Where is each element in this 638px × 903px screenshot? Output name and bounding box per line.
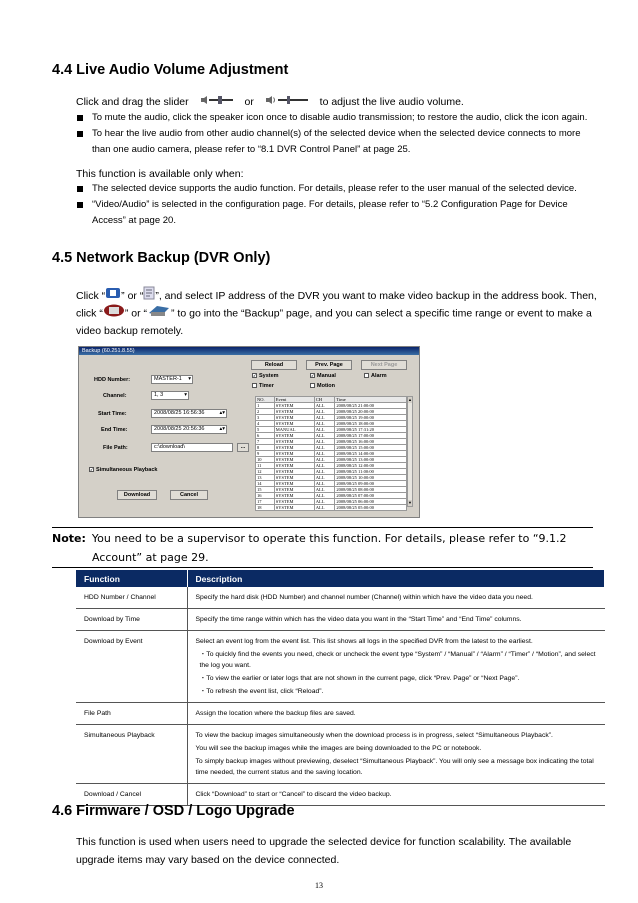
event-cell: 2008/08/25 17:31:20 — [335, 427, 407, 433]
event-cell: ALL — [314, 487, 335, 493]
table-row — [76, 725, 605, 784]
section-heading-4-4: 4.4 Live Audio Volume Adjustment — [52, 62, 289, 78]
event-cell: ALL — [314, 415, 335, 421]
slider-text-1: Click and drag the slider — [76, 96, 189, 108]
system-label: System — [259, 373, 279, 379]
motion-checkbox[interactable] — [310, 383, 335, 389]
description-line: To view the backup images simultaneously when the download process is in progress, select “Simultaneous Playback”. — [195, 732, 553, 739]
description-cell — [187, 703, 605, 725]
event-cell: SYSTEM — [274, 451, 314, 457]
function-table — [76, 570, 605, 806]
event-cell: 8 — [256, 445, 275, 451]
scroll-down-icon[interactable]: ▼ — [408, 500, 412, 505]
simultaneous-label: Simultaneous Playback — [96, 467, 158, 473]
check-icon: ✓ — [311, 373, 315, 379]
event-cell: SYSTEM — [274, 475, 314, 481]
event-cell: SYSTEM — [274, 403, 314, 409]
reload-button[interactable]: Reload — [251, 360, 297, 370]
event-list-scrollbar[interactable] — [407, 396, 413, 507]
event-cell: SYSTEM — [274, 415, 314, 421]
function-cell: Download by Event — [76, 631, 187, 703]
backup-alt-icon — [147, 304, 171, 323]
channel-value: 1, 3 — [154, 392, 164, 398]
box — [252, 383, 257, 388]
description-line: Click “Download” to start or “Cancel” to discard the video backup. — [195, 791, 392, 798]
event-cell: ALL — [314, 481, 335, 487]
event-cell: SYSTEM — [274, 469, 314, 475]
event-cell: 2008/08/25 10:00:00 — [335, 475, 407, 481]
event-cell: SYSTEM — [274, 409, 314, 415]
download-button[interactable]: Download — [117, 490, 157, 500]
timer-checkbox[interactable] — [252, 383, 274, 389]
next-page-button[interactable]: Next Page — [361, 360, 407, 370]
function-cell: HDD Number / Channel — [76, 587, 187, 609]
event-cell: SYSTEM — [274, 421, 314, 427]
text: Click “ — [76, 289, 106, 302]
event-cell: 2008/08/25 13:00:00 — [335, 457, 407, 463]
backup-paragraph-line-3: video backup remotely. — [76, 325, 184, 337]
condition-bullet-audio: The selected device supports the audio function. For details, please refer to the user manual of the selected device. — [76, 181, 596, 197]
alarm-checkbox[interactable] — [364, 373, 387, 379]
prev-page-button[interactable]: Prev. Page — [306, 360, 352, 370]
audio-bullet-mute: To mute the audio, click the speaker icon once to disable audio transmission; to restore the audio, click the icon again. — [76, 110, 596, 126]
event-cell: ALL — [314, 427, 335, 433]
event-cell: SYSTEM — [274, 499, 314, 505]
event-cell: 12 — [256, 469, 275, 475]
note-block — [52, 529, 592, 567]
event-cell: 2008/08/25 17:00:00 — [335, 433, 407, 439]
event-cell: 17 — [256, 499, 275, 505]
description-cell — [187, 587, 605, 609]
event-cell: ALL — [314, 439, 335, 445]
event-cell: 18 — [256, 505, 275, 511]
backup-icon — [103, 304, 125, 323]
event-list-table — [255, 396, 407, 511]
text: ” or “ — [124, 307, 148, 320]
system-checkbox[interactable] — [252, 373, 279, 379]
column-header: NO. — [256, 397, 275, 403]
event-cell: 13 — [256, 475, 275, 481]
manual-label: Manual — [317, 373, 336, 379]
timer-label: Timer — [259, 383, 274, 389]
alarm-label: Alarm — [371, 373, 387, 379]
file-path-label: File Path: — [103, 445, 128, 451]
slider-text-2: to adjust the live audio volume. — [319, 96, 464, 108]
event-cell: 10 — [256, 457, 275, 463]
description-line: To simply backup images without previewing, deselect “Simultaneous Playback”. You will only see a message box indicating the total time needed, the current status and the saving location. — [195, 758, 594, 776]
description-line: Specify the hard disk (HDD Number) and channel number (Channel) within which have the video data you need. — [195, 594, 533, 601]
function-cell: Simultaneous Playback — [76, 725, 187, 784]
event-cell: 2008/08/25 11:00:00 — [335, 469, 407, 475]
event-cell: 2008/08/25 12:00:00 — [335, 463, 407, 469]
description-column-header: Description — [187, 570, 605, 587]
event-cell: 9 — [256, 451, 275, 457]
function-column-header: Function — [76, 570, 187, 587]
column-header: Event — [274, 397, 314, 403]
description-line: Assign the location where the backup files are saved. — [195, 710, 356, 717]
motion-label: Motion — [317, 383, 336, 389]
event-cell: ALL — [314, 499, 335, 505]
chevron-down-icon: ▾ — [188, 376, 191, 382]
event-cell: ALL — [314, 463, 335, 469]
event-cell: 2 — [256, 409, 275, 415]
event-cell: 2008/08/25 08:00:00 — [335, 487, 407, 493]
manual-checkbox[interactable] — [310, 373, 336, 379]
slider-instruction — [76, 93, 464, 111]
event-cell: 6 — [256, 433, 275, 439]
end-time-input[interactable] — [151, 425, 227, 434]
text: ” or “ — [121, 289, 144, 302]
event-cell: 2008/08/25 18:00:00 — [335, 421, 407, 427]
start-time-input[interactable] — [151, 409, 227, 418]
event-cell: SYSTEM — [274, 481, 314, 487]
spinner-icon: ▴▾ — [219, 410, 225, 416]
event-cell: 2008/08/25 19:00:00 — [335, 415, 407, 421]
note-line-2: Account” at page 29. — [92, 551, 209, 564]
event-cell: SYSTEM — [274, 493, 314, 499]
page-number: 13 — [315, 881, 323, 890]
volume-slider-alt-icon — [265, 93, 309, 111]
column-header: CH — [314, 397, 335, 403]
event-cell: SYSTEM — [274, 505, 314, 511]
upgrade-paragraph-line-2: upgrade items may vary based on the device connected. — [76, 854, 340, 866]
address-book-alt-icon — [143, 286, 155, 306]
event-cell: ALL — [314, 433, 335, 439]
section-heading-4-5: 4.5 Network Backup (DVR Only) — [52, 250, 271, 266]
description-cell — [187, 725, 605, 784]
browse-button[interactable]: ... — [237, 443, 249, 452]
event-cell: ALL — [314, 421, 335, 427]
condition-bullet-video-audio: “Video/Audio” is selected in the configuration page. For details, please refer to “5.2 Configuration Page for Device Access” at page 20. — [76, 197, 596, 229]
event-cell: ALL — [314, 451, 335, 457]
start-time-label: Start Time: — [98, 411, 127, 417]
event-cell: 5 — [256, 427, 275, 433]
event-cell: ALL — [314, 445, 335, 451]
event-cell: ALL — [314, 505, 335, 511]
event-cell: ALL — [314, 493, 335, 499]
description-line: ・To quickly find the events you need, check or uncheck the event type “System” / “Manual” / “Alarm” / “Timer” / “Motion”, and select the log you want. — [199, 651, 596, 669]
event-cell: 16 — [256, 493, 275, 499]
end-time-label: End Time: — [101, 427, 128, 433]
function-cell: Download by Time — [76, 609, 187, 631]
channel-select[interactable] — [151, 391, 189, 400]
spinner-icon: ▴▾ — [219, 426, 225, 432]
event-cell: 2008/08/25 07:00:00 — [335, 493, 407, 499]
note-label: Note: — [52, 532, 86, 545]
event-cell: 14 — [256, 481, 275, 487]
event-cell: 7 — [256, 439, 275, 445]
description-line: You will see the backup images while the images are being downloaded to the PC or notebook. — [195, 745, 482, 752]
event-cell: 3 — [256, 415, 275, 421]
check-icon: ✓ — [90, 467, 94, 473]
note-bottom-rule — [52, 567, 593, 568]
slider-or: or — [244, 96, 254, 108]
file-path-input[interactable]: c:\download\ — [151, 443, 233, 452]
event-cell: SYSTEM — [274, 487, 314, 493]
event-cell: 2008/08/25 21:00:00 — [335, 403, 407, 409]
box — [364, 373, 369, 378]
event-cell: 15 — [256, 487, 275, 493]
event-cell: SYSTEM — [274, 433, 314, 439]
table-row — [76, 587, 605, 609]
condition-text: This function is available only when: — [76, 168, 244, 180]
event-cell: SYSTEM — [274, 463, 314, 469]
event-cell: 2008/08/25 16:00:00 — [335, 439, 407, 445]
note-top-rule — [52, 527, 593, 528]
event-cell: ALL — [314, 469, 335, 475]
cancel-button[interactable]: Cancel — [170, 490, 208, 500]
event-cell: ALL — [314, 457, 335, 463]
description-line: ・To refresh the event list, click “Reload”. — [199, 688, 324, 695]
volume-slider-icon — [200, 93, 234, 111]
event-cell: 1 — [256, 403, 275, 409]
hdd-select[interactable] — [151, 375, 193, 384]
description-line: Select an event log from the event list. This list shows all logs in the specified DVR from the latest to the earliest. — [195, 638, 533, 645]
note-line-1 — [52, 529, 592, 548]
description-line: Specify the time range within which has the video data you want in the “Start Time” and “End Time” columns. — [195, 616, 522, 623]
address-book-icon — [105, 287, 121, 305]
event-cell: 4 — [256, 421, 275, 427]
description-line: ・To view the earlier or later logs that are not shown in the current page, click “Prev. Page” or “Next Page”. — [199, 675, 520, 682]
box — [310, 383, 315, 388]
end-time-value: 2008/08/25 20:56:36 — [154, 426, 205, 432]
event-cell: SYSTEM — [274, 445, 314, 451]
text: click “ — [76, 307, 103, 320]
chevron-down-icon: ▾ — [184, 392, 187, 398]
event-cell: ALL — [314, 409, 335, 415]
event-cell: 11 — [256, 463, 275, 469]
backup-window — [78, 346, 420, 518]
backup-paragraph-line-2 — [76, 304, 592, 323]
table-row — [76, 703, 605, 725]
hdd-label: HDD Number: — [94, 377, 131, 383]
section-heading-4-6: 4.6 Firmware / OSD / Logo Upgrade — [52, 803, 295, 819]
table-row — [76, 609, 605, 631]
event-cell: 2008/08/25 15:00:00 — [335, 445, 407, 451]
event-cell: ALL — [314, 475, 335, 481]
backup-window-title: Backup (60.251.8.55) — [79, 347, 419, 355]
event-cell: 2008/08/25 14:00:00 — [335, 451, 407, 457]
event-cell: ALL — [314, 403, 335, 409]
text: ”, and select IP address of the DVR you want to make video backup in the address book. Then, — [155, 289, 597, 302]
check-icon: ✓ — [253, 373, 257, 379]
event-cell: SYSTEM — [274, 457, 314, 463]
scroll-up-icon[interactable]: ▲ — [408, 397, 412, 402]
channel-label: Channel: — [103, 393, 127, 399]
event-cell: 2008/08/25 20:00:00 — [335, 409, 407, 415]
event-cell: 2008/08/25 06:00:00 — [335, 499, 407, 505]
description-cell — [187, 609, 605, 631]
backup-paragraph-line-1 — [76, 286, 597, 306]
function-cell: File Path — [76, 703, 187, 725]
upgrade-paragraph-line-1: This function is used when users need to upgrade the selected device for function scalability. The available — [76, 836, 572, 848]
event-row[interactable] — [256, 505, 407, 511]
start-time-value: 2008/08/25 16:56:36 — [154, 410, 205, 416]
hdd-value: MASTER-1 — [154, 376, 182, 382]
audio-bullet-channels: To hear the live audio from other audio channel(s) of the selected device when the selected device connects to more than one audio camera, please refer to “8.1 DVR Control Panel” at page 25. — [76, 126, 596, 158]
event-cell: SYSTEM — [274, 439, 314, 445]
simultaneous-playback-checkbox[interactable] — [89, 467, 157, 473]
function-cell: Download / Cancel — [76, 784, 187, 806]
event-cell: MANUAL — [274, 427, 314, 433]
table-row — [76, 631, 605, 703]
event-cell: 2008/08/25 09:00:00 — [335, 481, 407, 487]
event-cell: 2008/08/25 05:00:00 — [335, 505, 407, 511]
description-cell — [187, 631, 605, 703]
column-header: Time — [335, 397, 407, 403]
note-text-1: You need to be a supervisor to operate this function. For details, please refer to “9.1.2 — [91, 532, 567, 545]
text: ” to go into the “Backup” page, and you can select a specific time range or event to make a — [171, 307, 592, 320]
